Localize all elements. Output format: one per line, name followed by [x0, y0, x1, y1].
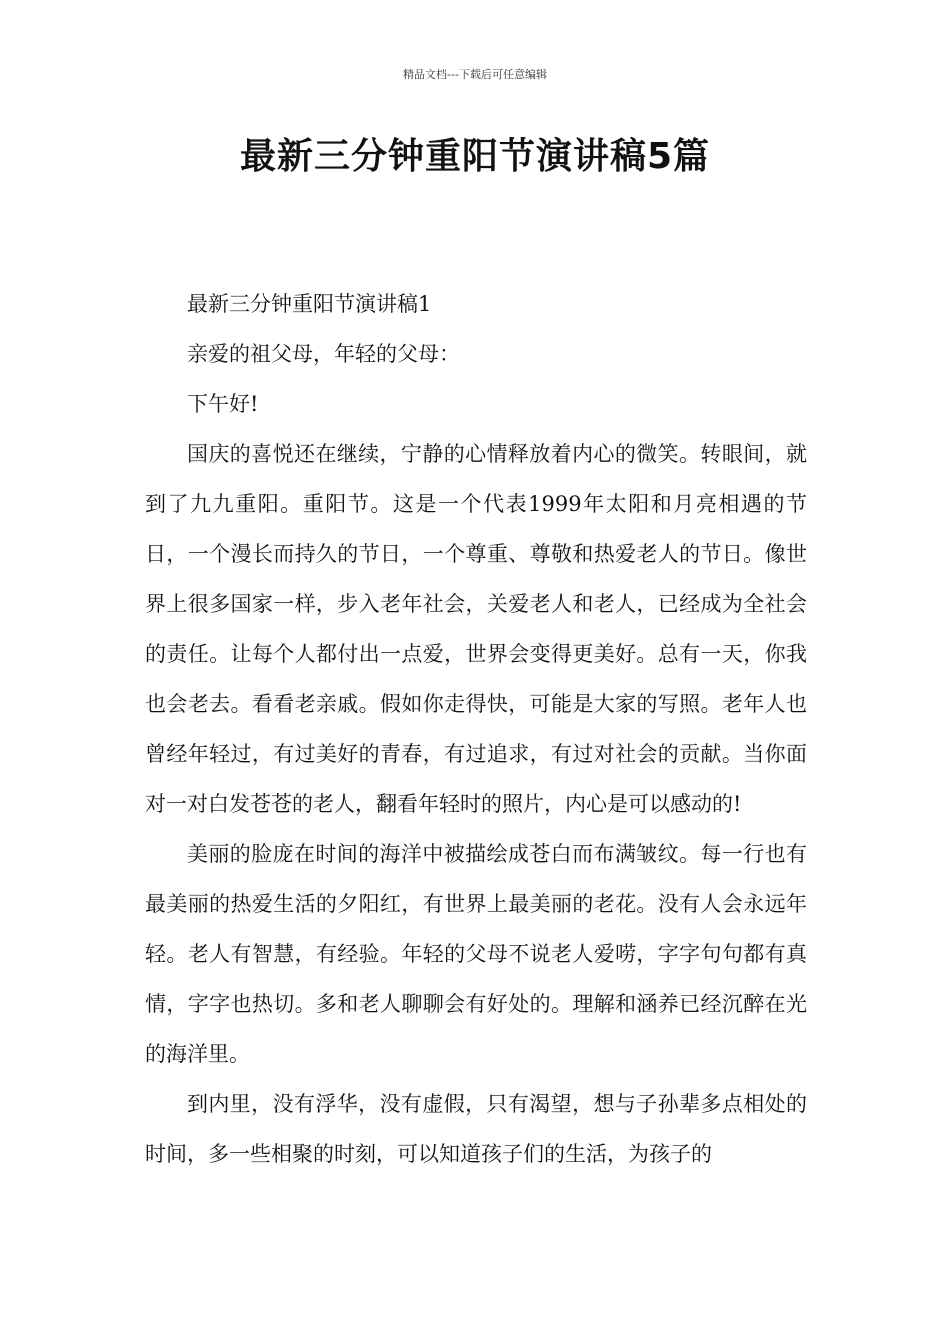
page-header: 精品文档---下载后可任意编辑: [403, 68, 547, 81]
body-paragraph: 国庆的喜悦还在继续，宁静的心情释放着内心的微笑。转眼间，就到了九九重阳。重阳节。这是一个代表1999年太阳和月亮相遇的节日，一个漫长而持久的节日，一个尊重、尊敬和热爱老人的节日。像世界上很多国家一样，步入老年社会，关爱老人和老人，已经成为全社会的责任。让每个人都付出一点爱，世界会变得更美好。总有一天，你我也会老去。看看老亲戚。假如你走得快，可能是大家的写照。老年人也曾经年轻过，有过美好的青春，有过追求，有过对社会的贡献。当你面对一对白发苍苍的老人，翻看年轻时的照片，内心是可以感动的!: [145, 442, 807, 816]
document-body: [145, 279, 807, 1179]
section-heading: 最新三分钟重阳节演讲稿1: [187, 292, 432, 316]
greeting: 下午好!: [187, 392, 259, 416]
body-paragraph: 到内里，没有浮华，没有虚假，只有渴望，想与子孙辈多点相处的时间，多一些相聚的时刻，可以知道孩子们的生活，为孩子的: [145, 1092, 807, 1166]
salutation: 亲爱的祖父母，年轻的父母：: [187, 342, 460, 366]
document-title: 最新三分钟重阳节演讲稿5篇: [239, 136, 711, 177]
body-paragraph: 美丽的脸庞在时间的海洋中被描绘成苍白而布满皱纹。每一行也有最美丽的热爱生活的夕阳红，有世界上最美丽的老花。没有人会永远年轻。老人有智慧，有经验。年轻的父母不说老人爱唠，字字句句都有真情，字字也热切。多和老人聊聊会有好处的。理解和涵养已经沉醉在光的海洋里。: [145, 842, 807, 1066]
